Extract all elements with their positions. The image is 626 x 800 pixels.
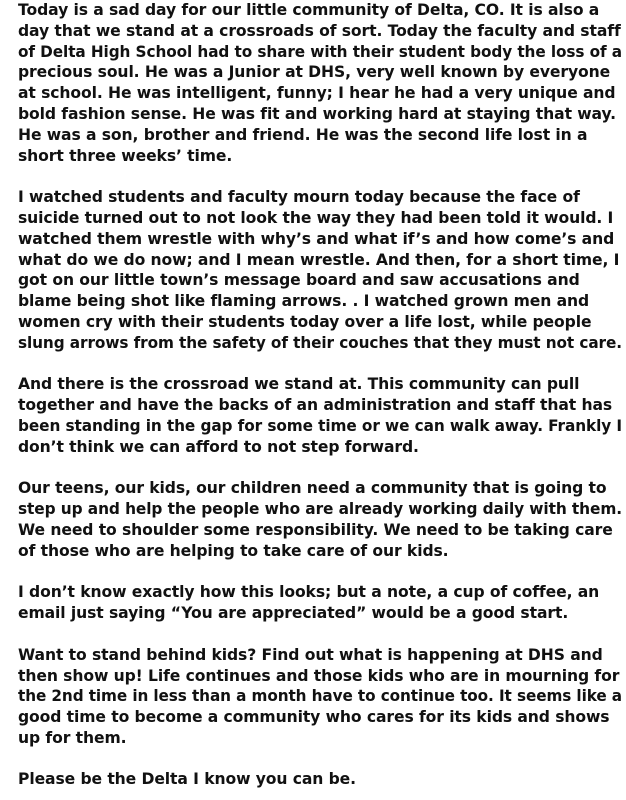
paragraph bbox=[18, 478, 624, 561]
text-line: women cry with their students today over a life lost, while people bbox=[18, 312, 592, 331]
text-line: up for them. bbox=[18, 728, 127, 747]
text-line: day that we stand at a crossroads of sort. Today the faculty and staff bbox=[18, 21, 621, 40]
paragraph bbox=[18, 187, 624, 353]
text-line: blame being shot like flaming arrows. . I watched grown men and bbox=[18, 292, 590, 311]
post-body bbox=[18, 0, 624, 790]
text-line: together and have the backs of an administration and staff that has bbox=[18, 396, 613, 415]
text-line: And there is the crossroad we stand at. This community can pull bbox=[18, 375, 580, 394]
text-line: don’t think we can afford to not step forward. bbox=[18, 437, 419, 456]
text-line: I don’t know exactly how this looks; but a note, a cup of coffee, an bbox=[18, 583, 600, 602]
text-line: got on our little town’s message board and saw accusations and bbox=[18, 271, 580, 290]
paragraph bbox=[18, 645, 624, 749]
text-line: what do we do now; and I mean wrestle. And then, for a short time, I bbox=[18, 250, 620, 269]
text-line: I watched students and faculty mourn today because the face of bbox=[18, 188, 580, 207]
closing-line bbox=[18, 769, 624, 790]
text-line: precious soul. He was a Junior at DHS, very well known by everyone bbox=[18, 63, 611, 82]
text-line: Want to stand behind kids? Find out what is happening at DHS and bbox=[18, 645, 603, 664]
text-line: suicide turned out to not look the way they had been told it would. I bbox=[18, 208, 614, 227]
text-line: of Delta High School had to share with their student body the loss of a bbox=[18, 42, 623, 61]
text-line: He was a son, brother and friend. He was the second life lost in a bbox=[18, 125, 588, 144]
text-line: of those who are helping to take care of our kids. bbox=[18, 541, 449, 560]
text-line: short three weeks’ time. bbox=[18, 146, 233, 165]
text-line: the 2nd time in less than a month have to continue too. It seems like a bbox=[18, 687, 622, 706]
text-line: step up and help the people who are already working daily with them. bbox=[18, 500, 623, 519]
text-line: good time to become a community who cares for its kids and shows bbox=[18, 708, 610, 727]
paragraph bbox=[18, 0, 624, 166]
text-line: Today is a sad day for our little community of Delta, CO. It is also a bbox=[18, 1, 600, 19]
paragraph bbox=[18, 374, 624, 457]
text-line: at school. He was intelligent, funny; I hear he had a very unique and bbox=[18, 84, 616, 103]
text-line: email just saying “You are appreciated” would be a good start. bbox=[18, 604, 569, 623]
text-line: then show up! Life continues and those kids who are in mourning for bbox=[18, 666, 620, 685]
text-line: slung arrows from the safety of their couches that they must not care. bbox=[18, 333, 622, 352]
text-line: We need to shoulder some responsibility. We need to be taking care bbox=[18, 520, 613, 539]
text-line: watched them wrestle with why’s and what if’s and how come’s and bbox=[18, 229, 615, 248]
text-line: Please be the Delta I know you can be. bbox=[18, 770, 356, 789]
paragraph bbox=[18, 582, 624, 624]
text-line: Our teens, our kids, our children need a community that is going to bbox=[18, 479, 607, 498]
text-line: bold fashion sense. He was fit and working hard at staying that way. bbox=[18, 104, 616, 123]
text-line: been standing in the gap for some time or we can walk away. Frankly I bbox=[18, 416, 623, 435]
